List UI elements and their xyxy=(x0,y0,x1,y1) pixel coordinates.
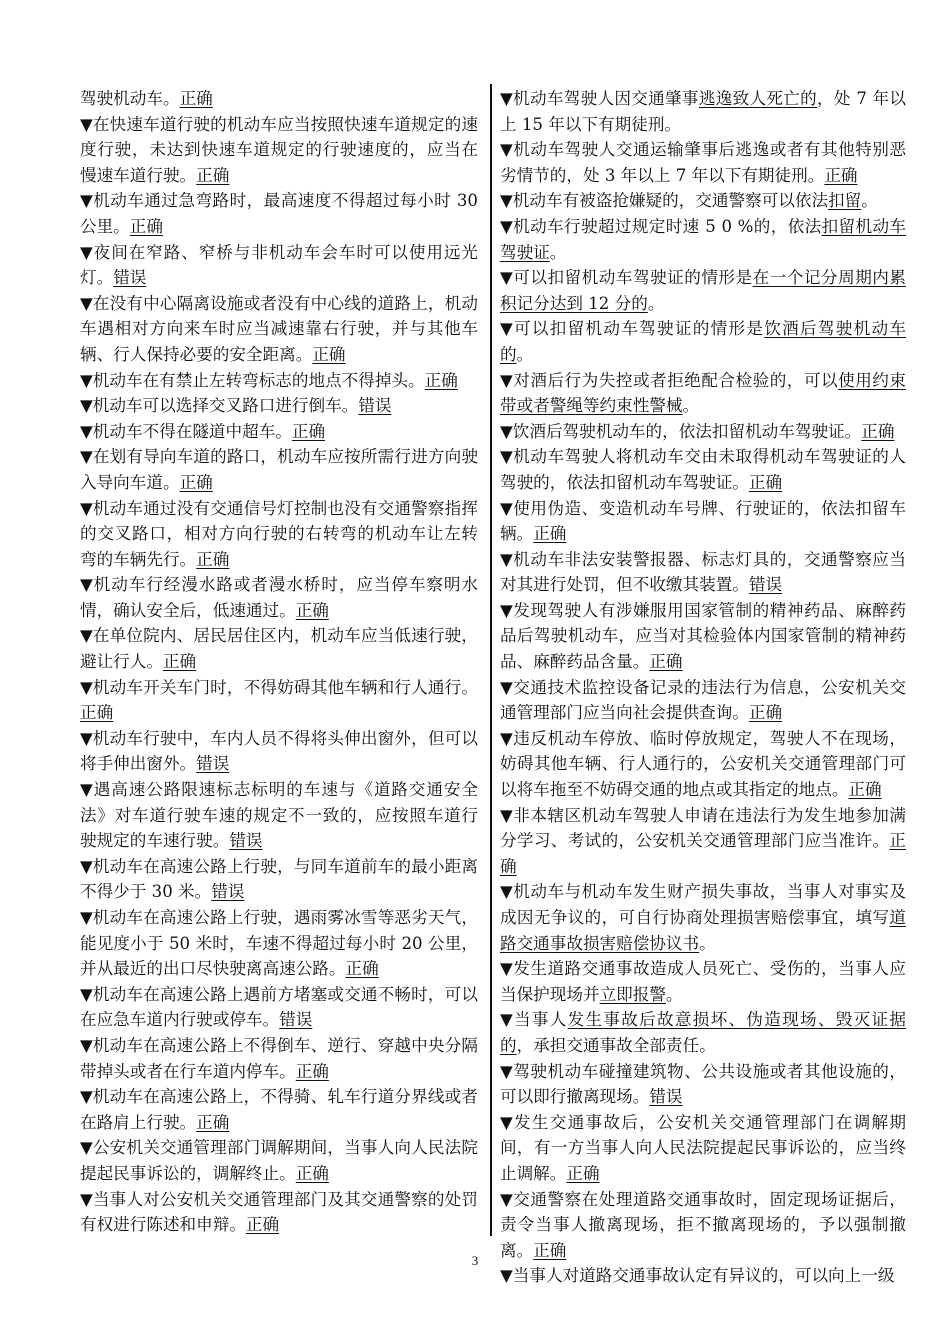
underlined-answer: 发生事故后故意损坏、伪造现场、毁灭证据的 xyxy=(500,1010,907,1055)
item-text: ▼饮酒后驾驶机动车的，依法扣留机动车驾驶证。 xyxy=(500,421,862,441)
question-item xyxy=(500,1059,906,1110)
question-item xyxy=(80,623,478,674)
item-text: ▼机动车驾驶人交通运输肇事后逃逸或者有其他特别恶劣情节的，处 3 年以上 7 年以下有期徒刑。 xyxy=(500,140,906,185)
item-text: ▼机动车非法安装警报器、标志灯具的，交通警察应当对其进行处罚，但不收缴其装置。 xyxy=(500,549,906,595)
item-text: 驾驶机动车。 xyxy=(80,89,180,108)
item-text: ▼机动车在高速公路上遇前方堵塞或交通不畅时，可以在应急车道内行驶或停车。 xyxy=(80,984,478,1030)
question-item xyxy=(80,1084,478,1135)
item-text: 。 xyxy=(682,396,700,416)
question-item xyxy=(80,419,478,445)
item-text: ▼机动车通过没有交通信号灯控制也没有交通警察指挥的交叉路口，相对方向行驶的右转弯的机动车让左转弯的车辆先行。 xyxy=(80,498,478,569)
item-text: ▼使用伪造、变造机动车号牌、行驶证的，依法扣留车辆。 xyxy=(500,498,906,544)
underlined-answer: 正确 xyxy=(129,216,163,236)
question-item xyxy=(80,444,478,495)
underlined-answer: 正确 xyxy=(179,89,213,108)
item-text: ▼在没有中心隔离设施或者没有中心线的道路上，机动车遇相对方向来车时应当减速靠右行驶，并与其他车辆、行人保持必要的安全距离。 xyxy=(80,293,478,364)
item-text: ▼当事人 xyxy=(500,1010,568,1030)
item-text: ▼当事人对道路交通事故认定有异议的，可以向上一级 xyxy=(500,1266,895,1286)
item-text: ▼遇高速公路限速标志标明的车速与《道路交通安全法》对车道行驶车速的规定不一致的，应按照车道行驶规定的车速行驶。 xyxy=(80,780,478,851)
underlined-answer: 错误 xyxy=(649,1087,683,1107)
item-text: 。 xyxy=(861,191,878,211)
underlined-answer: 正确 xyxy=(295,1061,329,1081)
item-text: ▼机动车通过急弯路时，最高速度不得超过每小时 30 公里。 xyxy=(80,191,478,236)
item-text: ▼机动车开关车门时，不得妨碍其他车辆和行人通行。 xyxy=(80,677,478,697)
question-item xyxy=(80,496,478,573)
underlined-answer: 立即报警 xyxy=(599,984,666,1004)
underlined-answer: 正确 xyxy=(533,1240,567,1260)
item-text: ▼非本辖区机动车驾驶人申请在违法行为发生地参加满分学习、考试的，公安机关交通管理部门应当准许。 xyxy=(500,805,906,851)
underlined-answer: 正确 xyxy=(748,472,783,492)
question-item xyxy=(80,982,478,1033)
underlined-answer: 正确 xyxy=(295,600,329,620)
underlined-answer: 道路交通事故损害赔偿协议书 xyxy=(500,908,906,953)
underlined-answer: 错误 xyxy=(279,1010,313,1030)
item-text: ▼在单位院内、居民居住区内，机动车应当低速行驶，避让行人。 xyxy=(80,626,478,672)
item-text: ，处 7 年以上 15 年以下有期徒刑。 xyxy=(500,89,906,134)
question-item xyxy=(500,956,906,1007)
question-item xyxy=(500,137,906,188)
underlined-answer: 错误 xyxy=(358,396,392,416)
question-item xyxy=(80,905,478,982)
item-text: ▼可以扣留机动车驾驶证的情形是 xyxy=(500,319,765,339)
item-text: ▼当事人对公安机关交通管理部门及其交通警察的处罚有权进行陈述和申辩。 xyxy=(80,1189,478,1235)
question-item xyxy=(80,393,478,419)
item-text: ，承担交通事故全部责任。 xyxy=(516,1035,716,1055)
question-item xyxy=(500,188,906,214)
left-column xyxy=(80,86,478,1238)
underlined-answer: 错误 xyxy=(113,268,147,288)
underlined-answer: 正确 xyxy=(566,1163,600,1183)
right-column xyxy=(500,86,906,1289)
item-text: ▼机动车行经漫水路或者漫水桥时，应当停车察明水情，确认安全后，低速通过。 xyxy=(80,575,478,620)
underlined-answer: 在一个记分周期内累积记分达到 12 分的 xyxy=(500,268,906,313)
underlined-answer: 错误 xyxy=(211,882,245,902)
item-text: ▼机动车可以选择交叉路口进行倒车。 xyxy=(80,396,359,416)
question-item xyxy=(80,726,478,777)
underlined-answer: 错误 xyxy=(229,831,263,851)
question-item xyxy=(80,1187,478,1238)
underlined-answer: 逃逸致人死亡的 xyxy=(698,89,818,108)
item-text: ▼夜间在窄路、窄桥与非机动车会车时可以使用远光灯。 xyxy=(80,242,478,288)
underlined-answer: 错误 xyxy=(748,575,783,595)
item-text: ▼机动车行驶超过规定时速 5 0 %的，依法 xyxy=(500,216,822,236)
underlined-answer: 正确 xyxy=(196,165,230,185)
underlined-answer: 饮酒后驾驶机动车的 xyxy=(500,319,906,364)
item-text: ▼交通警察在处理道路交通事故时，固定现场证据后，责令当事人撤离现场，拒不撤离现场的，予以强制撤离。 xyxy=(500,1189,906,1260)
item-text: ▼公安机关交通管理部门调解期间，当事人向人民法院提起民事诉讼的，调解终止。 xyxy=(80,1138,478,1183)
question-item xyxy=(80,240,478,291)
item-text: ▼机动车在高速公路上，不得骑、轧车行道分界线或者在路肩上行驶。 xyxy=(80,1087,478,1132)
question-item xyxy=(80,86,478,112)
underlined-answer: 正确 xyxy=(196,1112,230,1132)
item-text: ▼发现驾驶人有涉嫌服用国家管制的精神药品、麻醉药品后驾驶机动车，应当对其检验体内国家管制的精神药品、麻醉药品含量。 xyxy=(500,600,906,672)
question-item xyxy=(80,572,478,623)
item-text: 。 xyxy=(699,933,716,953)
item-text: ▼对酒后行为失控或者拒绝配合检验的，可以 xyxy=(500,370,839,390)
question-item xyxy=(80,1135,478,1186)
item-text: ▼违反机动车停放、临时停放规定，驾驶人不在现场，妨碍其他车辆、行人通行的，公安机关交通管理部门可以将车拖至不妨碍交通的地点或其指定的地点。 xyxy=(500,728,906,800)
underlined-answer: 扣留 xyxy=(828,191,862,211)
question-item xyxy=(80,777,478,854)
underlined-answer: 正确 xyxy=(345,959,379,979)
question-item xyxy=(80,291,478,368)
item-text: 。 xyxy=(516,344,534,364)
question-item xyxy=(500,1007,906,1058)
question-item xyxy=(500,547,906,598)
underlined-answer: 正确 xyxy=(312,344,346,364)
item-text: ▼可以扣留机动车驾驶证的情形是 xyxy=(500,268,753,288)
item-text: 。 xyxy=(549,242,567,262)
item-text: ▼机动车驾驶人将机动车交由未取得机动车驾驶证的人驾驶的，依法扣留机动车驾驶证。 xyxy=(500,447,906,492)
underlined-answer: 正确 xyxy=(291,421,326,441)
underlined-answer: 使用约束带或者警绳等约束性警械 xyxy=(500,370,906,416)
item-text: ▼机动车在高速公路上行驶，遇雨雾冰雪等恶劣天气，能见度小于 50 米时，车速不得超过每小时 20 公里，并从最近的出口尽快驶离高速公路。 xyxy=(80,908,478,979)
column-divider xyxy=(490,84,492,1236)
underlined-answer: 正确 xyxy=(424,370,458,390)
question-item xyxy=(500,726,906,803)
question-item xyxy=(500,419,906,445)
question-item xyxy=(80,1033,478,1084)
underlined-answer: 正确 xyxy=(245,1215,280,1235)
underlined-answer: 正确 xyxy=(500,831,906,876)
underlined-answer: 正确 xyxy=(162,652,197,672)
item-text: ▼机动车与机动车发生财产损失事故，当事人对事实及成因无争议的，可自行协商处理损害赔偿事宜，填写 xyxy=(500,882,906,927)
item-text: 。 xyxy=(665,984,683,1004)
question-item xyxy=(500,496,906,547)
question-item xyxy=(500,368,906,419)
item-text: 。 xyxy=(647,293,665,313)
item-text: ▼驾驶机动车碰撞建筑物、公共设施或者其他设施的，可以即行撤离现场。 xyxy=(500,1061,906,1107)
question-item xyxy=(80,112,478,189)
question-item xyxy=(80,368,478,394)
item-text: ▼机动车行驶中，车内人员不得将头伸出窗外，但可以将手伸出窗外。 xyxy=(80,728,478,774)
underlined-answer: 正确 xyxy=(80,703,114,723)
underlined-answer: 正确 xyxy=(179,472,213,492)
item-text: ▼机动车驾驶人因交通肇事 xyxy=(500,89,699,108)
item-text: ▼机动车不得在隧道中超车。 xyxy=(80,421,292,441)
item-text: ▼在快速车道行驶的机动车应当按照快速车道规定的速度行驶，未达到快速车道规定的行驶速度的，应当在慢速车道行驶。 xyxy=(80,114,478,185)
underlined-answer: 正确 xyxy=(295,1163,329,1183)
underlined-answer: 正确 xyxy=(848,780,882,800)
question-item xyxy=(500,265,906,316)
question-item xyxy=(500,316,906,367)
underlined-answer: 正确 xyxy=(196,549,230,569)
question-item xyxy=(500,1110,906,1187)
item-text: ▼机动车有被盗抢嫌疑的，交通警察可以依法 xyxy=(500,191,829,211)
question-item xyxy=(500,675,906,726)
underlined-answer: 正确 xyxy=(824,165,858,185)
question-item xyxy=(500,803,906,880)
underlined-answer: 正确 xyxy=(861,421,895,441)
underlined-answer: 正确 xyxy=(748,703,783,723)
underlined-answer: 正确 xyxy=(649,652,683,672)
item-text: ▼交通技术监控设备记录的违法行为信息，公安机关交通管理部门应当向社会提供查询。 xyxy=(500,677,906,723)
underlined-answer: 错误 xyxy=(196,754,230,774)
question-item xyxy=(500,1187,906,1264)
underlined-answer: 正确 xyxy=(533,524,567,544)
question-item xyxy=(500,444,906,495)
item-text: ▼在划有导向车道的路口，机动车应按所需行进方向驶入导向车道。 xyxy=(80,447,478,492)
item-text: ▼发生道路交通事故造成人员死亡、受伤的，当事人应当保护现场并 xyxy=(500,959,906,1004)
question-item xyxy=(80,854,478,905)
question-item xyxy=(500,86,906,137)
page-number: 3 xyxy=(471,1253,479,1268)
question-item xyxy=(500,879,906,956)
item-text: ▼机动车在高速公路上行驶，与同车道前车的最小距离不得少于 30 米。 xyxy=(80,856,478,902)
item-text: ▼机动车在高速公路上不得倒车、逆行、穿越中央分隔带掉头或者在行车道内停车。 xyxy=(80,1035,478,1081)
item-text: ▼发生交通事故后，公安机关交通管理部门在调解期间，有一方当事人向人民法院提起民事诉讼的，应当终止调解。 xyxy=(500,1112,906,1183)
question-item xyxy=(500,214,906,265)
underlined-answer: 扣留机动车驾驶证 xyxy=(500,216,907,262)
question-item xyxy=(80,188,478,239)
item-text: ▼机动车在有禁止左转弯标志的地点不得掉头。 xyxy=(80,370,425,390)
question-item xyxy=(80,675,478,726)
question-item xyxy=(500,598,906,675)
